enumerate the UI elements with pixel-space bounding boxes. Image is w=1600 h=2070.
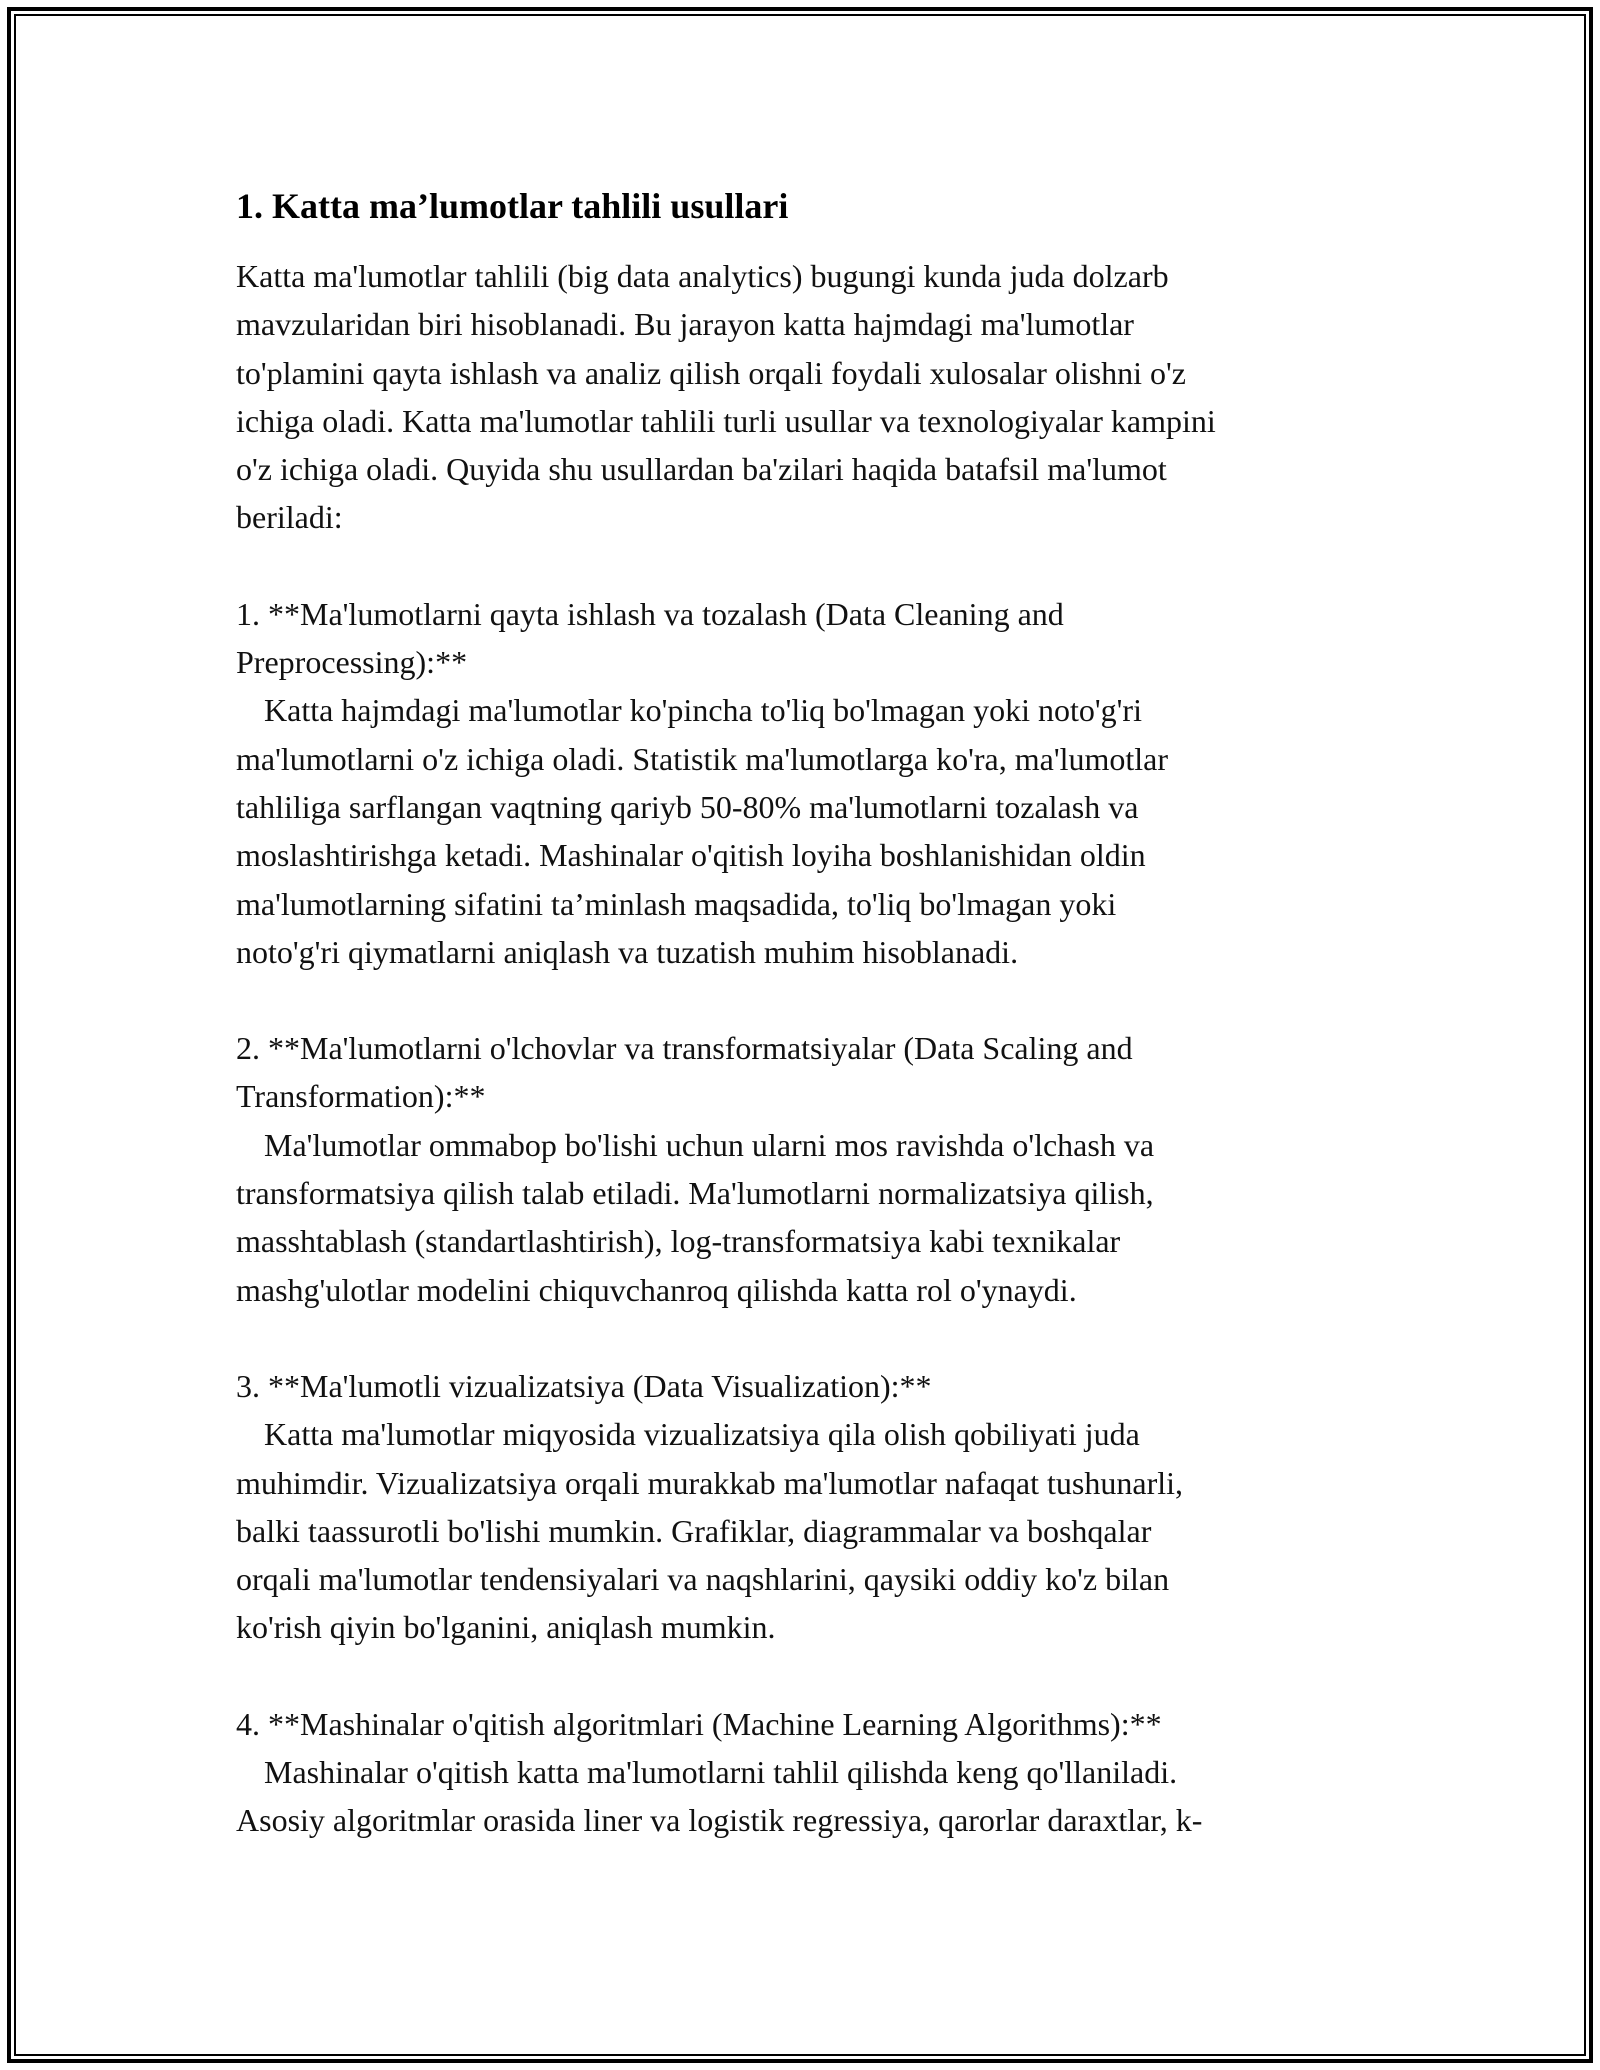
section-body xyxy=(236,686,1376,976)
section-body-line: ma'lumotlarni o'z ichiga oladi. Statistik ma'lumotlarga ko'ra, ma'lumotlar xyxy=(236,740,1169,777)
section-heading xyxy=(236,590,1376,687)
section-body-line: Ma'lumotlar ommabop bo'lishi uchun ularni mos ravishda o'lchash va xyxy=(264,1126,1155,1163)
section-body-line: noto'g'ri qiymatlarni aniqlash va tuzatish muhim hisoblanadi. xyxy=(236,933,1019,970)
intro-paragraph xyxy=(236,252,1376,542)
section-body-line: moslashtirishga ketadi. Mashinalar o'qitish loyiha boshlanishidan oldin xyxy=(236,837,1146,874)
intro-line: beriladi: xyxy=(236,499,343,536)
section-body-line: orqali ma'lumotlar tendensiyalari va naqshlarini, qaysiki oddiy ko'z bilan xyxy=(236,1561,1170,1598)
section-body-line: ko'rish qiyin bo'lganini, aniqlash mumkin. xyxy=(236,1609,776,1646)
section-data-scaling xyxy=(236,1024,1376,1314)
intro-line: o'z ichiga oladi. Quyida shu usullardan ba'zilari haqida batafsil ma'lumot xyxy=(236,451,1167,488)
section-data-cleaning xyxy=(236,590,1376,976)
section-heading-line: 4. **Mashinalar o'qitish algoritmlari (Machine Learning Algorithms):** xyxy=(236,1705,1162,1742)
section-body-line: ma'lumotlarning sifatini ta’minlash maqsadida, to'liq bo'lmagan yoki xyxy=(236,885,1117,922)
intro-line: ichiga oladi. Katta ma'lumotlar tahlili turli usullar va texnologiyalar kampini xyxy=(236,402,1216,439)
section-heading-line: 1. **Ma'lumotlarni qayta ishlash va tozalash (Data Cleaning and xyxy=(236,595,1064,632)
section-body-line: mashg'ulotlar modelini chiquvchanroq qilishda katta rol o'ynaydi. xyxy=(236,1271,1077,1308)
intro-line: to'plamini qayta ishlash va analiz qilish orqali foydali xulosalar olishni o'z xyxy=(236,354,1186,391)
section-data-visualization xyxy=(236,1362,1376,1652)
document-title: 1. Katta ma’lumotlar tahlili usullari xyxy=(236,186,789,226)
section-body-line: transformatsiya qilish talab etiladi. Ma'lumotlarni normalizatsiya qilish, xyxy=(236,1175,1154,1212)
section-body-line: Katta hajmdagi ma'lumotlar ko'pincha to'liq bo'lmagan yoki noto'g'ri xyxy=(264,692,1142,729)
document-body xyxy=(236,184,1376,1845)
section-body-line: Katta ma'lumotlar miqyosida vizualizatsiya qila olish qobiliyati juda xyxy=(264,1416,1140,1453)
section-body xyxy=(236,1748,1376,1845)
section-heading xyxy=(236,1362,1376,1410)
section-heading-line: 3. **Ma'lumotli vizualizatsiya (Data Visualization):** xyxy=(236,1367,932,1404)
section-heading-line: Preprocessing):** xyxy=(236,644,468,681)
intro-line: Katta ma'lumotlar tahlili (big data analytics) bugungi kunda juda dolzarb xyxy=(236,258,1169,294)
section-body-line: tahliliga sarflangan vaqtning qariyb 50-80% ma'lumotlarni tozalash va xyxy=(236,788,1139,825)
section-body-line: masshtablash (standartlashtirish), log-transformatsiya kabi texnikalar xyxy=(236,1223,1121,1260)
section-body xyxy=(236,1410,1376,1651)
section-heading xyxy=(236,1700,1376,1748)
section-ml-algorithms xyxy=(236,1700,1376,1845)
section-heading-line: 2. **Ma'lumotlarni o'lchovlar va transformatsiyalar (Data Scaling and xyxy=(236,1030,1133,1067)
section-body-line: Asosiy algoritmlar orasida liner va logistik regressiya, qarorlar daraxtlar, k- xyxy=(236,1802,1203,1839)
section-body xyxy=(236,1121,1376,1314)
section-body-line: balki taassurotli bo'lishi mumkin. Grafiklar, diagrammalar va boshqalar xyxy=(236,1512,1152,1549)
section-body-line: Mashinalar o'qitish katta ma'lumotlarni tahlil qilishda keng qo'llaniladi. xyxy=(264,1754,1178,1791)
section-heading xyxy=(236,1024,1376,1121)
section-body-line: muhimdir. Vizualizatsiya orqali murakkab ma'lumotlar nafaqat tushunarli, xyxy=(236,1464,1183,1501)
intro-line: mavzularidan biri hisoblanadi. Bu jarayon katta hajmdagi ma'lumotlar xyxy=(236,306,1134,343)
section-heading-line: Transformation):** xyxy=(236,1078,486,1115)
